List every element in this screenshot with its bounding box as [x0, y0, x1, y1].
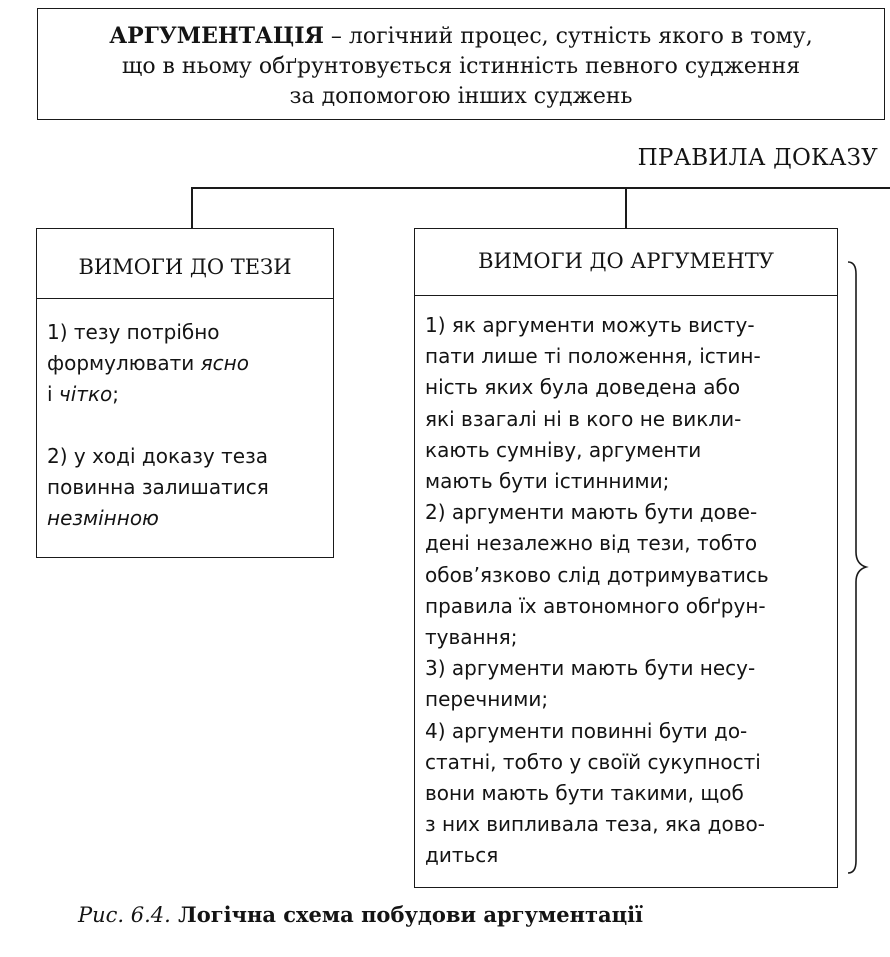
thesis-item-1-line-2	[47, 348, 333, 379]
argument-line: вони мають бути такими, щоб	[425, 781, 744, 806]
thesis-item-2-line-1: 2) у ході доказу теза	[47, 444, 268, 468]
thesis-item-1-line-1: 1) тезу потрібно	[47, 320, 220, 344]
argument-line: 2) аргументи мають бути дове-	[425, 500, 758, 525]
thesis-item-1	[47, 317, 333, 410]
argument-requirements-title: ВИМОГИ ДО АРГУМЕНТУ	[415, 229, 837, 296]
argument-line: з них випливала теза, яка дово-	[425, 812, 765, 837]
connector-thesis	[191, 187, 193, 229]
argument-line: кають сумніву, аргументи	[425, 437, 702, 462]
thesis-emphasis-clearly: ясно	[200, 351, 249, 375]
definition-term: АРГУМЕНТАЦІЯ	[109, 23, 324, 49]
definition-text-1: – логічний процес, сутність якого в тому,	[323, 24, 813, 49]
argument-line: 3) аргументи мають бути несу-	[425, 656, 756, 681]
argument-line: статні, тобто у своїй сукупності	[425, 749, 761, 774]
thesis-requirements-box	[36, 228, 334, 558]
rules-title: ПРАВИЛА ДОКАЗУ	[637, 145, 878, 171]
definition-line-1	[38, 21, 884, 52]
argument-line: перечними;	[425, 687, 549, 712]
thesis-item-1-conj: і	[47, 382, 59, 406]
connector-argument	[625, 187, 627, 229]
definition-box	[37, 8, 885, 120]
thesis-item-2-line-2: повинна залишатися	[47, 475, 269, 499]
thesis-item-1-end: ;	[112, 382, 120, 406]
thesis-item-1-line-3	[47, 379, 333, 410]
argument-requirements-box	[414, 228, 838, 888]
figure-caption-text: Логічна схема побудови аргументації	[170, 902, 644, 927]
argument-line: 4) аргументи повинні бути до-	[425, 718, 748, 743]
definition-line-3: за допомогою інших суджень	[289, 84, 633, 109]
thesis-requirements-body	[37, 299, 333, 534]
argument-line: тування;	[425, 625, 518, 650]
argument-line: 1) як аргументи можуть висту-	[425, 313, 755, 337]
thesis-emphasis-precisely: чітко	[58, 382, 113, 406]
argument-line: ність яких була доведена або	[425, 375, 741, 400]
thesis-item-2	[47, 441, 333, 534]
thesis-requirements-title: ВИМОГИ ДО ТЕЗИ	[37, 229, 333, 299]
argument-line: правила їх автономного обґрун-	[425, 593, 766, 618]
thesis-item-1-text: формулювати	[47, 351, 201, 375]
argument-line: дені незалежно від тези, тобто	[425, 531, 758, 556]
thesis-emphasis-unchanged: незмінною	[47, 506, 159, 530]
definition-line-2: що в ньому обґрунтовується істинність певного судження	[121, 54, 801, 79]
argument-line: диться	[425, 843, 499, 868]
figure-caption	[78, 902, 643, 927]
thesis-item-2-line-3	[47, 503, 333, 534]
argument-requirements-body	[415, 296, 837, 872]
argument-line: обов’язково слід дотримуватись	[425, 562, 769, 587]
connector-horizontal	[191, 187, 890, 189]
figure-caption-label: Рис. 6.4.	[78, 903, 171, 927]
argument-line: які взагалі ні в кого не викли-	[425, 406, 742, 431]
curly-brace-icon	[842, 260, 872, 875]
argument-line: пати лише ті положення, істин-	[425, 344, 761, 369]
argument-line: мають бути істинними;	[425, 469, 670, 494]
